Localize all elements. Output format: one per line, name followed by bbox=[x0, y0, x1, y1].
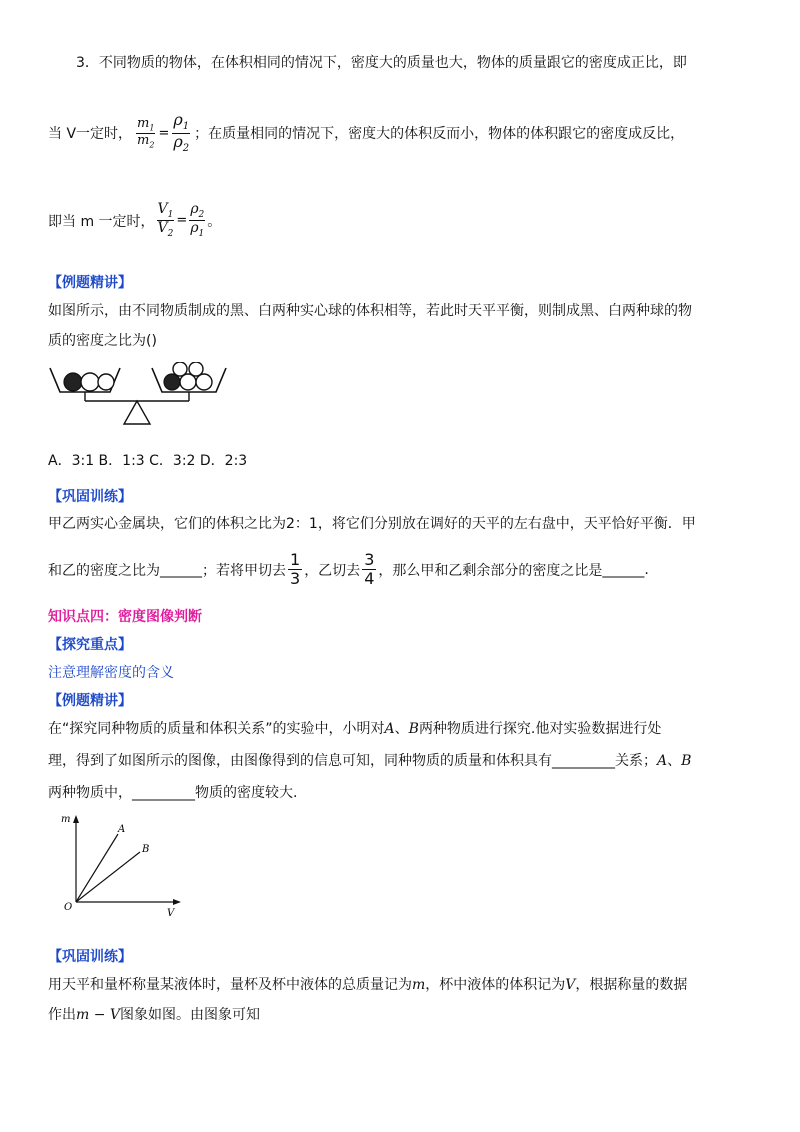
graph-y-label: m bbox=[61, 814, 71, 825]
example1-heading: 【例题精讲】 bbox=[48, 275, 132, 291]
drill1-blank1[interactable]: ______ bbox=[160, 561, 202, 578]
knowledge-point-4-heading: 知识点四：密度图像判断 bbox=[48, 609, 202, 625]
mass-ratio-formula: $\frac{m_1}{m_2}$ = $\frac{\rho_1}{\rho_2}$ bbox=[137, 110, 190, 154]
drill2-line2: 作出m − V图象如图。由图象可知 bbox=[48, 1007, 261, 1023]
line-b bbox=[76, 852, 140, 902]
fraction-one-third: $\frac{1}{3}$ bbox=[290, 550, 301, 588]
focus-text: 注意理解密度的含义 bbox=[48, 665, 174, 681]
mass-volume-graph bbox=[56, 812, 186, 922]
graph-origin-label: O bbox=[64, 902, 73, 913]
para3-line2 bbox=[48, 112, 684, 154]
para3-line3-pre: 即当 m 一定时， bbox=[48, 213, 155, 230]
example2-heading: 【例题精讲】 bbox=[48, 693, 132, 709]
drill1-blank2[interactable]: ______ bbox=[602, 561, 645, 578]
drill1-heading: 【巩固训练】 bbox=[48, 489, 132, 505]
example1-line2: 质的密度之比为() bbox=[48, 333, 157, 349]
focus-heading: 【探究重点】 bbox=[48, 637, 132, 653]
example2-blank1[interactable]: _________ bbox=[552, 753, 615, 769]
drill2-line1: 用天平和量杯称量某液体时，量杯及杯中液体的总质量记为m，杯中液体的体积记为V，根据称量的数据 bbox=[48, 977, 688, 993]
example2-line2: 理，得到了如图所示的图像，由图像得到的信息可知，同种物质的质量和体积具有_________关系；A、B bbox=[48, 753, 692, 769]
para3-line1: 3．不同物质的物体，在体积相同的情况下，密度大的质量也大，物体的质量跟它的密度成正比，即 bbox=[76, 55, 687, 71]
example2-line1: 在“探究同种物质的质量和体积关系”的实验中，小明对A、B两种物质进行探究.他对实验数据进行处 bbox=[48, 721, 662, 737]
para3-line3-post: 。 bbox=[207, 213, 222, 230]
para3-line3 bbox=[48, 202, 221, 239]
example2-line3: 两种物质中，_________物质的密度较大. bbox=[48, 785, 298, 801]
graph-x-label: V bbox=[167, 908, 175, 919]
fraction-three-quarters: $\frac{3}{4}$ bbox=[364, 550, 375, 588]
drill1-line2: 和乙的密度之比为 ______ ；若将甲切去 $\frac{1}{3}$ ，乙切去 $\frac{3}{4}$ ，那么甲和乙剩余部分的密度之比是 ______ . bbox=[48, 550, 649, 588]
line-a bbox=[76, 834, 118, 902]
drill2-heading: 【巩固训练】 bbox=[48, 949, 132, 965]
example1-line1: 如图所示，由不同物质制成的黑、白两种实心球的体积相等，若此时天平平衡，则制成黑、白两种球的物 bbox=[48, 303, 692, 319]
para3-line2-pre: 当 V一定时， bbox=[48, 126, 133, 143]
example2-blank2[interactable]: _________ bbox=[132, 785, 195, 801]
volume-ratio-formula: $\frac{V_1}{V_2}$ = $\frac{\rho_2}{\rho_1}$ bbox=[157, 201, 205, 240]
example1-options: A．3:1 B．1:3 C．3:2 D．2:3 bbox=[48, 453, 248, 469]
para3-line2-post: ；在质量相同的情况下，密度大的体积反而小，物体的体积跟它的密度成反比， bbox=[194, 126, 685, 143]
graph-line-a-label: A bbox=[118, 824, 126, 835]
graph-line-b-label: B bbox=[142, 844, 150, 855]
drill1-line1: 甲乙两实心金属块，它们的体积之比为2：1，将它们分别放在调好的天平的左右盘中，天平恰好平衡．甲 bbox=[48, 516, 696, 532]
balance-diagram bbox=[46, 362, 231, 432]
